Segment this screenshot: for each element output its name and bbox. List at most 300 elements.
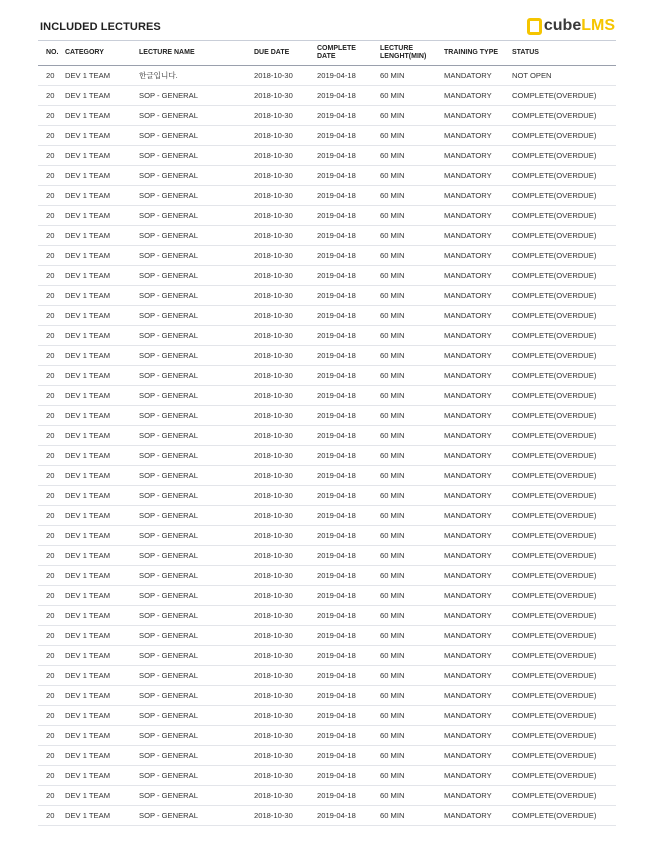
- cell-lecture-name: SOP - GENERAL: [139, 386, 254, 406]
- cell-status: COMPLETE(OVERDUE): [512, 266, 616, 286]
- cell-lecture-name: SOP - GENERAL: [139, 366, 254, 386]
- cell-complete-date: 2019-04-18: [317, 786, 380, 806]
- cell-lecture-length: 60 MIN: [380, 346, 444, 366]
- cell-lecture-length: 60 MIN: [380, 806, 444, 826]
- cell-lecture-length: 60 MIN: [380, 666, 444, 686]
- cell-training-type: MANDATORY: [444, 266, 512, 286]
- cell-status: COMPLETE(OVERDUE): [512, 746, 616, 766]
- cell-no: 20: [38, 666, 65, 686]
- cell-training-type: MANDATORY: [444, 326, 512, 346]
- table-row: [38, 446, 616, 466]
- cell-complete-date: 2019-04-18: [317, 806, 380, 826]
- logo-wordmark: [544, 17, 615, 35]
- cell-training-type: MANDATORY: [444, 686, 512, 706]
- table-row: [38, 466, 616, 486]
- cell-lecture-length: 60 MIN: [380, 286, 444, 306]
- cell-lecture-name: SOP - GENERAL: [139, 746, 254, 766]
- report-header: [38, 14, 616, 40]
- cell-status: COMPLETE(OVERDUE): [512, 506, 616, 526]
- cell-complete-date: 2019-04-18: [317, 186, 380, 206]
- cell-category: DEV 1 TEAM: [65, 606, 139, 626]
- cell-training-type: MANDATORY: [444, 766, 512, 786]
- cell-training-type: MANDATORY: [444, 726, 512, 746]
- cell-category: DEV 1 TEAM: [65, 466, 139, 486]
- cell-training-type: MANDATORY: [444, 646, 512, 666]
- cell-no: 20: [38, 226, 65, 246]
- cell-complete-date: 2019-04-18: [317, 226, 380, 246]
- cell-due-date: 2018-10-30: [254, 506, 317, 526]
- cell-due-date: 2018-10-30: [254, 606, 317, 626]
- cell-due-date: 2018-10-30: [254, 666, 317, 686]
- cell-training-type: MANDATORY: [444, 486, 512, 506]
- cell-complete-date: 2019-04-18: [317, 366, 380, 386]
- cell-no: 20: [38, 166, 65, 186]
- cell-training-type: MANDATORY: [444, 566, 512, 586]
- table-row: [38, 806, 616, 826]
- cell-complete-date: 2019-04-18: [317, 306, 380, 326]
- table-row: [38, 246, 616, 266]
- cubelms-logo: [527, 16, 615, 36]
- cell-category: DEV 1 TEAM: [65, 386, 139, 406]
- cell-training-type: MANDATORY: [444, 186, 512, 206]
- cell-lecture-length: 60 MIN: [380, 686, 444, 706]
- cell-lecture-length: 60 MIN: [380, 306, 444, 326]
- table-row: [38, 746, 616, 766]
- cell-no: 20: [38, 386, 65, 406]
- cell-lecture-name: SOP - GENERAL: [139, 126, 254, 146]
- cell-lecture-length: 60 MIN: [380, 726, 444, 746]
- cell-complete-date: 2019-04-18: [317, 166, 380, 186]
- cell-complete-date: 2019-04-18: [317, 526, 380, 546]
- cell-no: 20: [38, 306, 65, 326]
- cell-training-type: MANDATORY: [444, 366, 512, 386]
- cell-category: DEV 1 TEAM: [65, 346, 139, 366]
- table-row: [38, 66, 616, 86]
- cell-category: DEV 1 TEAM: [65, 266, 139, 286]
- cell-complete-date: 2019-04-18: [317, 566, 380, 586]
- cell-category: DEV 1 TEAM: [65, 166, 139, 186]
- cell-lecture-length: 60 MIN: [380, 486, 444, 506]
- table-row: [38, 786, 616, 806]
- table-row: [38, 666, 616, 686]
- cell-complete-date: 2019-04-18: [317, 246, 380, 266]
- column-header-lecture-length: LECTURE LENGHT(MIN): [380, 41, 444, 66]
- cell-due-date: 2018-10-30: [254, 246, 317, 266]
- cell-training-type: MANDATORY: [444, 306, 512, 326]
- cell-due-date: 2018-10-30: [254, 586, 317, 606]
- table-row: [38, 346, 616, 366]
- cell-training-type: MANDATORY: [444, 546, 512, 566]
- cell-no: 20: [38, 346, 65, 366]
- cell-status: COMPLETE(OVERDUE): [512, 766, 616, 786]
- table-row: [38, 126, 616, 146]
- cell-category: DEV 1 TEAM: [65, 706, 139, 726]
- cell-category: DEV 1 TEAM: [65, 586, 139, 606]
- column-header-no: NO.: [38, 41, 65, 66]
- cell-training-type: MANDATORY: [444, 206, 512, 226]
- table-row: [38, 726, 616, 746]
- cell-due-date: 2018-10-30: [254, 226, 317, 246]
- cell-lecture-name: SOP - GENERAL: [139, 466, 254, 486]
- cell-no: 20: [38, 746, 65, 766]
- cell-no: 20: [38, 446, 65, 466]
- cell-no: 20: [38, 546, 65, 566]
- cell-status: COMPLETE(OVERDUE): [512, 646, 616, 666]
- cell-category: DEV 1 TEAM: [65, 526, 139, 546]
- table-row: [38, 506, 616, 526]
- cell-complete-date: 2019-04-18: [317, 726, 380, 746]
- cell-status: COMPLETE(OVERDUE): [512, 126, 616, 146]
- table-body: [38, 66, 616, 826]
- cell-status: COMPLETE(OVERDUE): [512, 366, 616, 386]
- cell-no: 20: [38, 526, 65, 546]
- cell-status: COMPLETE(OVERDUE): [512, 566, 616, 586]
- cell-training-type: MANDATORY: [444, 446, 512, 466]
- table-row: [38, 546, 616, 566]
- cell-due-date: 2018-10-30: [254, 186, 317, 206]
- cell-category: DEV 1 TEAM: [65, 366, 139, 386]
- cell-lecture-name: SOP - GENERAL: [139, 306, 254, 326]
- cell-no: 20: [38, 806, 65, 826]
- cell-status: COMPLETE(OVERDUE): [512, 446, 616, 466]
- cell-lecture-name: SOP - GENERAL: [139, 586, 254, 606]
- cell-lecture-name: SOP - GENERAL: [139, 486, 254, 506]
- cell-lecture-name: SOP - GENERAL: [139, 546, 254, 566]
- cell-complete-date: 2019-04-18: [317, 446, 380, 466]
- cell-complete-date: 2019-04-18: [317, 746, 380, 766]
- cell-status: COMPLETE(OVERDUE): [512, 406, 616, 426]
- cell-due-date: 2018-10-30: [254, 746, 317, 766]
- table-row: [38, 386, 616, 406]
- cell-lecture-length: 60 MIN: [380, 426, 444, 446]
- cell-lecture-length: 60 MIN: [380, 386, 444, 406]
- cell-no: 20: [38, 326, 65, 346]
- cell-no: 20: [38, 486, 65, 506]
- cell-category: DEV 1 TEAM: [65, 666, 139, 686]
- cell-no: 20: [38, 286, 65, 306]
- cell-lecture-length: 60 MIN: [380, 246, 444, 266]
- cell-status: COMPLETE(OVERDUE): [512, 526, 616, 546]
- cell-status: COMPLETE(OVERDUE): [512, 346, 616, 366]
- cell-lecture-length: 60 MIN: [380, 266, 444, 286]
- cell-complete-date: 2019-04-18: [317, 66, 380, 86]
- cell-training-type: MANDATORY: [444, 166, 512, 186]
- cell-no: 20: [38, 606, 65, 626]
- cell-status: COMPLETE(OVERDUE): [512, 786, 616, 806]
- cell-due-date: 2018-10-30: [254, 86, 317, 106]
- cell-no: 20: [38, 626, 65, 646]
- cell-status: COMPLETE(OVERDUE): [512, 186, 616, 206]
- cell-lecture-name: SOP - GENERAL: [139, 786, 254, 806]
- cell-due-date: 2018-10-30: [254, 366, 317, 386]
- cell-due-date: 2018-10-30: [254, 426, 317, 446]
- cell-status: COMPLETE(OVERDUE): [512, 486, 616, 506]
- cell-due-date: 2018-10-30: [254, 566, 317, 586]
- cell-due-date: 2018-10-30: [254, 266, 317, 286]
- cell-due-date: 2018-10-30: [254, 766, 317, 786]
- cell-no: 20: [38, 86, 65, 106]
- table-row: [38, 526, 616, 546]
- section-title: INCLUDED LECTURES: [40, 21, 161, 33]
- cell-training-type: MANDATORY: [444, 226, 512, 246]
- cell-lecture-name: SOP - GENERAL: [139, 406, 254, 426]
- cell-lecture-length: 60 MIN: [380, 746, 444, 766]
- cell-training-type: MANDATORY: [444, 346, 512, 366]
- cell-due-date: 2018-10-30: [254, 466, 317, 486]
- logo-text-cube: cube: [543, 17, 582, 34]
- cell-lecture-length: 60 MIN: [380, 86, 444, 106]
- table-row: [38, 406, 616, 426]
- cell-no: 20: [38, 106, 65, 126]
- cell-due-date: 2018-10-30: [254, 706, 317, 726]
- cell-lecture-length: 60 MIN: [380, 446, 444, 466]
- cell-no: 20: [38, 206, 65, 226]
- cell-no: 20: [38, 686, 65, 706]
- cell-category: DEV 1 TEAM: [65, 806, 139, 826]
- cell-no: 20: [38, 786, 65, 806]
- cell-lecture-name: SOP - GENERAL: [139, 566, 254, 586]
- cell-status: COMPLETE(OVERDUE): [512, 466, 616, 486]
- table-row: [38, 166, 616, 186]
- cell-lecture-length: 60 MIN: [380, 106, 444, 126]
- cell-category: DEV 1 TEAM: [65, 566, 139, 586]
- cell-lecture-name: SOP - GENERAL: [139, 226, 254, 246]
- table-row: [38, 606, 616, 626]
- cell-no: 20: [38, 146, 65, 166]
- cell-complete-date: 2019-04-18: [317, 466, 380, 486]
- cell-no: 20: [38, 126, 65, 146]
- table-row: [38, 226, 616, 246]
- cell-lecture-name: SOP - GENERAL: [139, 526, 254, 546]
- lectures-table: [38, 40, 616, 826]
- cell-due-date: 2018-10-30: [254, 406, 317, 426]
- cell-category: DEV 1 TEAM: [65, 86, 139, 106]
- cell-status: COMPLETE(OVERDUE): [512, 106, 616, 126]
- cell-lecture-length: 60 MIN: [380, 166, 444, 186]
- cell-lecture-name: SOP - GENERAL: [139, 106, 254, 126]
- table-row: [38, 186, 616, 206]
- cell-status: COMPLETE(OVERDUE): [512, 586, 616, 606]
- cell-status: COMPLETE(OVERDUE): [512, 706, 616, 726]
- cell-lecture-name: SOP - GENERAL: [139, 146, 254, 166]
- cell-complete-date: 2019-04-18: [317, 546, 380, 566]
- cell-category: DEV 1 TEAM: [65, 206, 139, 226]
- table-row: [38, 686, 616, 706]
- cell-complete-date: 2019-04-18: [317, 406, 380, 426]
- cell-category: DEV 1 TEAM: [65, 106, 139, 126]
- cell-lecture-length: 60 MIN: [380, 786, 444, 806]
- cell-status: COMPLETE(OVERDUE): [512, 666, 616, 686]
- cell-lecture-name: SOP - GENERAL: [139, 726, 254, 746]
- cell-category: DEV 1 TEAM: [65, 426, 139, 446]
- cell-no: 20: [38, 66, 65, 86]
- cell-complete-date: 2019-04-18: [317, 206, 380, 226]
- column-header-due-date: DUE DATE: [254, 41, 317, 66]
- table-row: [38, 106, 616, 126]
- cell-category: DEV 1 TEAM: [65, 786, 139, 806]
- logo-square-icon: [527, 18, 542, 35]
- cell-lecture-name: SOP - GENERAL: [139, 186, 254, 206]
- cell-lecture-length: 60 MIN: [380, 766, 444, 786]
- cell-lecture-length: 60 MIN: [380, 226, 444, 246]
- cell-complete-date: 2019-04-18: [317, 706, 380, 726]
- cell-no: 20: [38, 506, 65, 526]
- cell-lecture-name: SOP - GENERAL: [139, 606, 254, 626]
- cell-complete-date: 2019-04-18: [317, 386, 380, 406]
- column-header-training-type: TRAINING TYPE: [444, 41, 512, 66]
- cell-due-date: 2018-10-30: [254, 786, 317, 806]
- cell-no: 20: [38, 406, 65, 426]
- cell-category: DEV 1 TEAM: [65, 746, 139, 766]
- table-row: [38, 586, 616, 606]
- cell-lecture-name: SOP - GENERAL: [139, 686, 254, 706]
- cell-training-type: MANDATORY: [444, 786, 512, 806]
- cell-lecture-length: 60 MIN: [380, 706, 444, 726]
- cell-training-type: MANDATORY: [444, 426, 512, 446]
- cell-complete-date: 2019-04-18: [317, 346, 380, 366]
- table-row: [38, 366, 616, 386]
- cell-due-date: 2018-10-30: [254, 726, 317, 746]
- cell-status: COMPLETE(OVERDUE): [512, 286, 616, 306]
- cell-lecture-length: 60 MIN: [380, 146, 444, 166]
- cell-due-date: 2018-10-30: [254, 446, 317, 466]
- cell-training-type: MANDATORY: [444, 606, 512, 626]
- cell-no: 20: [38, 566, 65, 586]
- cell-lecture-length: 60 MIN: [380, 186, 444, 206]
- cell-due-date: 2018-10-30: [254, 546, 317, 566]
- cell-category: DEV 1 TEAM: [65, 306, 139, 326]
- cell-status: COMPLETE(OVERDUE): [512, 166, 616, 186]
- cell-status: COMPLETE(OVERDUE): [512, 226, 616, 246]
- cell-complete-date: 2019-04-18: [317, 686, 380, 706]
- cell-status: COMPLETE(OVERDUE): [512, 426, 616, 446]
- cell-no: 20: [38, 646, 65, 666]
- cell-complete-date: 2019-04-18: [317, 106, 380, 126]
- table-row: [38, 426, 616, 446]
- cell-complete-date: 2019-04-18: [317, 86, 380, 106]
- cell-lecture-name: SOP - GENERAL: [139, 86, 254, 106]
- cell-status: COMPLETE(OVERDUE): [512, 386, 616, 406]
- cell-lecture-length: 60 MIN: [380, 646, 444, 666]
- table-row: [38, 706, 616, 726]
- cell-lecture-length: 60 MIN: [380, 566, 444, 586]
- cell-status: COMPLETE(OVERDUE): [512, 326, 616, 346]
- cell-training-type: MANDATORY: [444, 146, 512, 166]
- cell-lecture-length: 60 MIN: [380, 506, 444, 526]
- cell-lecture-length: 60 MIN: [380, 406, 444, 426]
- cell-lecture-name: SOP - GENERAL: [139, 446, 254, 466]
- cell-status: COMPLETE(OVERDUE): [512, 626, 616, 646]
- cell-lecture-length: 60 MIN: [380, 206, 444, 226]
- cell-training-type: MANDATORY: [444, 66, 512, 86]
- cell-training-type: MANDATORY: [444, 126, 512, 146]
- cell-category: DEV 1 TEAM: [65, 446, 139, 466]
- cell-category: DEV 1 TEAM: [65, 726, 139, 746]
- cell-due-date: 2018-10-30: [254, 166, 317, 186]
- cell-status: COMPLETE(OVERDUE): [512, 686, 616, 706]
- table-row: [38, 486, 616, 506]
- cell-category: DEV 1 TEAM: [65, 506, 139, 526]
- table-row: [38, 286, 616, 306]
- cell-complete-date: 2019-04-18: [317, 426, 380, 446]
- column-header-lecture-name: LECTURE NAME: [139, 41, 254, 66]
- cell-lecture-name: SOP - GENERAL: [139, 326, 254, 346]
- table-row: [38, 146, 616, 166]
- cell-lecture-name: SOP - GENERAL: [139, 666, 254, 686]
- cell-training-type: MANDATORY: [444, 746, 512, 766]
- cell-lecture-name: 한글입니다.: [139, 66, 254, 86]
- column-header-complete-date: COMPLETE DATE: [317, 41, 380, 66]
- cell-category: DEV 1 TEAM: [65, 626, 139, 646]
- cell-due-date: 2018-10-30: [254, 346, 317, 366]
- cell-no: 20: [38, 246, 65, 266]
- cell-due-date: 2018-10-30: [254, 646, 317, 666]
- cell-category: DEV 1 TEAM: [65, 546, 139, 566]
- cell-complete-date: 2019-04-18: [317, 266, 380, 286]
- cell-complete-date: 2019-04-18: [317, 766, 380, 786]
- cell-status: COMPLETE(OVERDUE): [512, 306, 616, 326]
- cell-no: 20: [38, 766, 65, 786]
- cell-training-type: MANDATORY: [444, 666, 512, 686]
- cell-due-date: 2018-10-30: [254, 126, 317, 146]
- table-row: [38, 626, 616, 646]
- cell-due-date: 2018-10-30: [254, 106, 317, 126]
- cell-lecture-name: SOP - GENERAL: [139, 506, 254, 526]
- cell-no: 20: [38, 466, 65, 486]
- cell-complete-date: 2019-04-18: [317, 506, 380, 526]
- table-row: [38, 206, 616, 226]
- cell-lecture-length: 60 MIN: [380, 606, 444, 626]
- column-header-category: CATEGORY: [65, 41, 139, 66]
- cell-training-type: MANDATORY: [444, 706, 512, 726]
- cell-training-type: MANDATORY: [444, 386, 512, 406]
- cell-no: 20: [38, 586, 65, 606]
- cell-lecture-length: 60 MIN: [380, 66, 444, 86]
- cell-lecture-length: 60 MIN: [380, 466, 444, 486]
- cell-training-type: MANDATORY: [444, 506, 512, 526]
- cell-lecture-name: SOP - GENERAL: [139, 346, 254, 366]
- cell-due-date: 2018-10-30: [254, 526, 317, 546]
- cell-training-type: MANDATORY: [444, 246, 512, 266]
- table-row: [38, 266, 616, 286]
- cell-no: 20: [38, 426, 65, 446]
- cell-lecture-name: SOP - GENERAL: [139, 266, 254, 286]
- logo-text-lms: LMS: [581, 17, 615, 34]
- cell-training-type: MANDATORY: [444, 526, 512, 546]
- cell-due-date: 2018-10-30: [254, 146, 317, 166]
- table-row: [38, 86, 616, 106]
- table-row: [38, 306, 616, 326]
- cell-lecture-length: 60 MIN: [380, 586, 444, 606]
- cell-due-date: 2018-10-30: [254, 66, 317, 86]
- cell-no: 20: [38, 266, 65, 286]
- cell-complete-date: 2019-04-18: [317, 326, 380, 346]
- cell-due-date: 2018-10-30: [254, 206, 317, 226]
- cell-complete-date: 2019-04-18: [317, 286, 380, 306]
- cell-no: 20: [38, 706, 65, 726]
- cell-lecture-name: SOP - GENERAL: [139, 706, 254, 726]
- cell-due-date: 2018-10-30: [254, 326, 317, 346]
- cell-lecture-length: 60 MIN: [380, 366, 444, 386]
- cell-due-date: 2018-10-30: [254, 486, 317, 506]
- cell-status: COMPLETE(OVERDUE): [512, 606, 616, 626]
- cell-category: DEV 1 TEAM: [65, 326, 139, 346]
- cell-category: DEV 1 TEAM: [65, 286, 139, 306]
- cell-category: DEV 1 TEAM: [65, 226, 139, 246]
- cell-training-type: MANDATORY: [444, 106, 512, 126]
- cell-category: DEV 1 TEAM: [65, 186, 139, 206]
- cell-lecture-name: SOP - GENERAL: [139, 426, 254, 446]
